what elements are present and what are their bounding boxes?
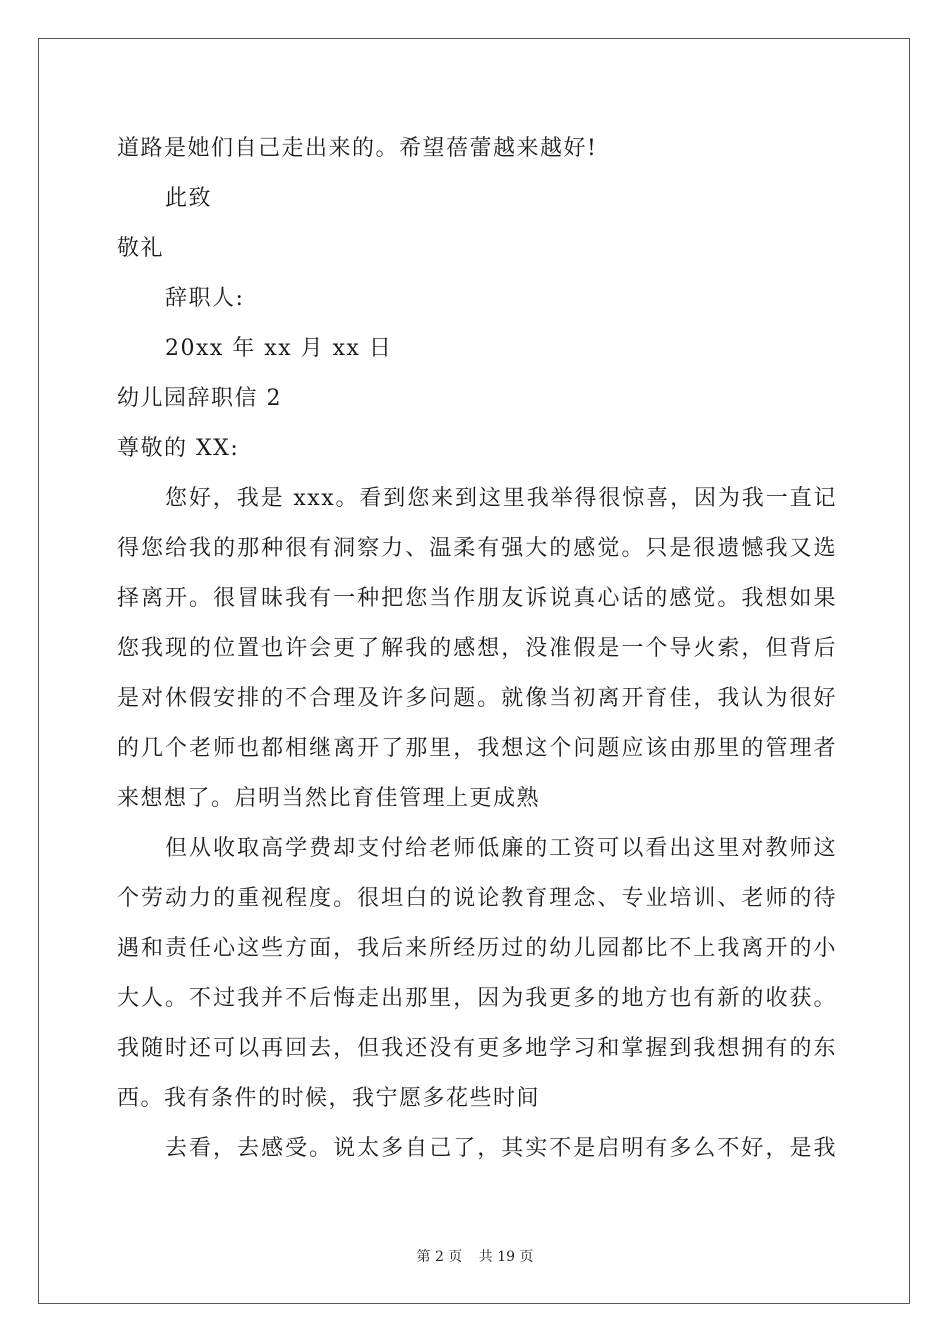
paragraph-line: 去看，去感受。说太多自己了，其实不是启明有多么不好，是我 bbox=[165, 1136, 837, 1161]
paragraph-1 bbox=[117, 474, 837, 824]
page-total: 共 19 页 bbox=[478, 1249, 534, 1265]
regards: 敬礼 bbox=[117, 236, 165, 261]
section-title: 幼儿园辞职信 2 bbox=[117, 386, 282, 411]
page-number: 第 2 页 bbox=[416, 1249, 463, 1265]
paragraph-line: 择离开。很冒昧我有一种把您当作朋友诉说真心话的感觉。我想如果 bbox=[117, 586, 837, 611]
paragraph-line: 个劳动力的重视程度。很坦白的说论教育理念、专业培训、老师的待 bbox=[117, 886, 837, 911]
signature-label: 辞职人: bbox=[165, 286, 245, 311]
paragraph-line: 您我现的位置也许会更了解我的感想，没准假是一个导火索，但背后 bbox=[117, 636, 837, 661]
paragraph-line: 但从收取高学费却支付给老师低廉的工资可以看出这里对教师这 bbox=[165, 836, 837, 861]
paragraph-line: 的几个老师也都相继离开了那里，我想这个问题应该由那里的管理者 bbox=[117, 736, 837, 761]
paragraph-line: 大人。不过我并不后悔走出那里，因为我更多的地方也有新的收获。 bbox=[117, 986, 837, 1011]
greeting: 尊敬的 XX: bbox=[117, 436, 240, 461]
paragraph-3 bbox=[117, 1124, 837, 1174]
paragraph-line: 是对休假安排的不合理及许多问题。就像当初离开育佳，我认为很好 bbox=[117, 686, 837, 711]
paragraph-line: 遇和责任心这些方面，我后来所经历过的幼儿园都比不上我离开的小 bbox=[117, 936, 837, 961]
salutation: 此致 bbox=[165, 186, 213, 211]
document-body bbox=[117, 124, 837, 1174]
closing-last-line: 道路是她们自己走出来的。希望蓓蕾越来越好! bbox=[117, 136, 598, 161]
paragraph-line: 得您给我的那种很有洞察力、温柔有强大的感觉。只是很遗憾我又选 bbox=[117, 536, 837, 561]
paragraph-line: 您好，我是 xxx。看到您来到这里我举得很惊喜，因为我一直记 bbox=[165, 486, 837, 511]
paragraph-line: 我随时还可以再回去，但我还没有更多地学习和掌握到我想拥有的东 bbox=[117, 1036, 837, 1061]
page-footer bbox=[0, 1246, 950, 1266]
paragraph-line: 来想想了。启明当然比育佳管理上更成熟 bbox=[117, 786, 541, 811]
paragraph-line: 西。我有条件的时候，我宁愿多花些时间 bbox=[117, 1086, 541, 1111]
paragraph-2 bbox=[117, 824, 837, 1124]
letter-date: 20xx 年 xx 月 xx 日 bbox=[165, 336, 393, 361]
